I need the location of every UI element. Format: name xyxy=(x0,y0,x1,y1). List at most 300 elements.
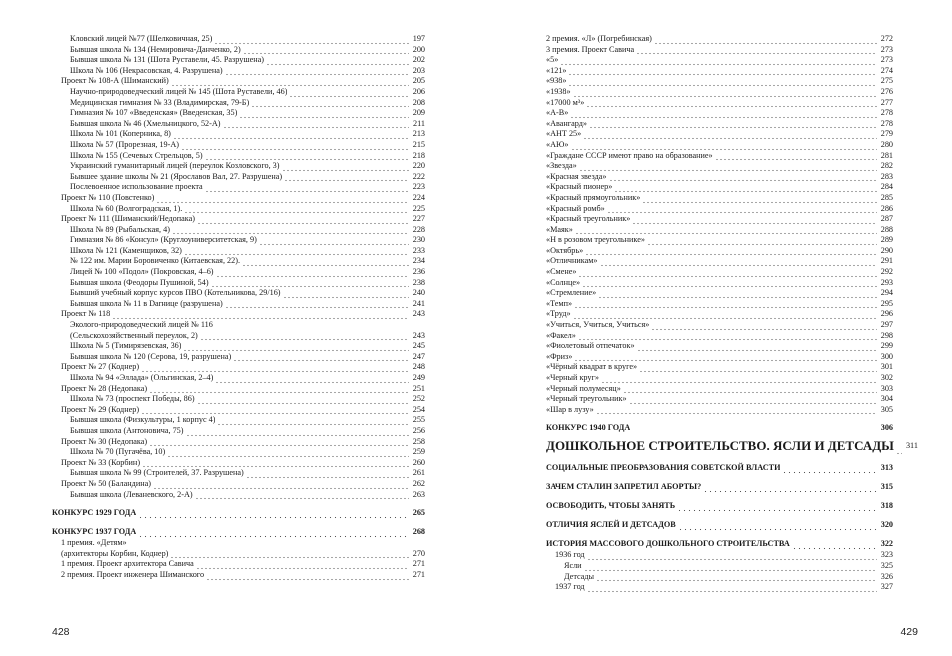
dot-leader xyxy=(573,312,877,320)
toc-entry-page: 213 xyxy=(412,129,425,139)
toc-entry xyxy=(52,479,425,490)
toc-entry-title: Школа № 101 (Коперника, 8) xyxy=(70,129,171,139)
toc-entry-page: 240 xyxy=(412,288,425,298)
toc-entry-title: Проект № 111 (Шиманский/Недопака) xyxy=(61,214,195,224)
toc-entry xyxy=(52,559,425,570)
dot-leader xyxy=(215,323,409,331)
dot-leader xyxy=(183,344,409,352)
toc-entry-title: «Звезда» xyxy=(546,161,577,171)
dot-leader xyxy=(138,511,409,519)
toc-entry-page: 228 xyxy=(412,224,425,234)
toc-entry-page: 234 xyxy=(412,256,425,266)
toc-entry xyxy=(52,256,425,267)
toc-entry-page: 325 xyxy=(880,560,893,570)
toc-entry-title: Проект № 29 (Коднер) xyxy=(61,404,140,414)
toc-entry-title: Проект № 110 (Повстенко) xyxy=(61,192,155,202)
toc-entry xyxy=(546,256,893,267)
dot-leader xyxy=(172,227,409,235)
toc-entry xyxy=(546,278,893,289)
toc-entry-page: 203 xyxy=(412,65,425,75)
dot-leader xyxy=(289,90,409,98)
toc-entry-page: 258 xyxy=(412,436,425,446)
toc-entry xyxy=(546,320,893,331)
toc-entry-page: 281 xyxy=(880,150,893,160)
dot-leader xyxy=(233,354,409,362)
toc-entry-page: 274 xyxy=(880,65,893,75)
toc-entry-title: Бывшая школа № 131 (Шота Руставели, 45. Разрушена) xyxy=(70,55,265,65)
toc-entry-page: 285 xyxy=(880,192,893,202)
toc-entry-page: 262 xyxy=(412,478,425,488)
dot-leader xyxy=(583,132,877,140)
toc-entry-title: «Черный круг» xyxy=(546,373,599,382)
dot-leader xyxy=(586,100,877,108)
toc-entry-title: Бывшая школа (Леваневского, 2-А) xyxy=(70,489,193,499)
page-number: 428 xyxy=(52,626,70,638)
toc-entry xyxy=(52,204,425,215)
toc-entry-title: «Черный полумесяц» xyxy=(546,383,621,393)
toc-entry-title: Школа № 121 (Каменщиков, 32) xyxy=(70,245,182,255)
toc-entry xyxy=(546,45,893,56)
toc-entry xyxy=(52,214,425,225)
table-of-contents-right xyxy=(546,34,918,593)
toc-entry-page: 302 xyxy=(880,373,893,382)
toc-entry-title: «Фиолетовый отпечаток» xyxy=(546,341,635,351)
toc-entry-title: «Черный треугольник» xyxy=(546,394,627,404)
toc-entry xyxy=(546,172,893,183)
toc-entry-title: Бывшая школа (Феодоры Пушиной, 54) xyxy=(70,277,209,287)
toc-entry xyxy=(52,172,425,183)
toc-entry-title: Послевоенное использование проекта xyxy=(70,182,203,192)
dot-leader xyxy=(651,323,877,331)
toc-entry xyxy=(52,458,425,469)
dot-leader xyxy=(225,68,409,76)
toc-entry xyxy=(52,246,425,257)
dot-leader xyxy=(205,185,409,193)
toc-entry xyxy=(546,267,893,278)
dot-leader xyxy=(181,143,409,151)
toc-section xyxy=(52,525,425,538)
toc-entry-page: 259 xyxy=(412,447,425,457)
dot-leader xyxy=(632,426,877,434)
right-page xyxy=(476,0,952,656)
toc-entry-title: Бывшая школа № 11 в Darнице (разрушена) xyxy=(70,298,223,308)
toc-entry-title: Бывшее здание школы № 21 (Ярославов Вал, 27. Разрушена) xyxy=(70,171,283,181)
toc-entry-title: 1937 год xyxy=(555,582,585,592)
toc-entry-title: «121» xyxy=(546,65,567,75)
dot-leader xyxy=(568,68,877,76)
toc-entry-title: ИСТОРИЯ МАССОВОГО ДОШКОЛЬНОГО СТРОИТЕЛЬСТВА xyxy=(546,539,790,549)
toc-entry-title: Школа № 5 (Тимирязевская, 36) xyxy=(70,341,182,351)
dot-leader xyxy=(715,153,877,161)
toc-entry xyxy=(52,394,425,405)
dot-leader xyxy=(575,227,877,235)
dot-leader xyxy=(243,47,409,55)
dot-leader xyxy=(571,143,877,151)
dot-leader xyxy=(141,365,409,373)
dot-leader xyxy=(167,450,409,458)
toc-entry-page: 247 xyxy=(412,351,425,361)
dot-leader xyxy=(574,354,877,362)
toc-section xyxy=(546,499,893,512)
dot-leader xyxy=(589,121,877,129)
toc-entry-page: 290 xyxy=(880,245,893,255)
toc-entry xyxy=(52,55,425,66)
toc-entry-title: № 122 им. Марии Боровиченко (Китаевская, 22). xyxy=(70,256,241,266)
toc-entry-title: КОНКУРС 1929 ГОДА xyxy=(52,508,137,518)
toc-entry-title: «А-В» xyxy=(546,108,569,118)
toc-entry-page: 256 xyxy=(412,425,425,435)
toc-entry xyxy=(52,490,425,501)
toc-entry-page: 218 xyxy=(412,150,425,160)
toc-entry-title: «Чёрный квадрат в круге» xyxy=(546,362,638,372)
toc-entry xyxy=(546,582,893,593)
dot-leader xyxy=(579,164,877,172)
toc-entry-title: «Учиться, Учиться, Учиться» xyxy=(546,320,650,330)
dot-leader xyxy=(171,79,409,87)
dot-leader xyxy=(896,447,902,455)
toc-entry-page: 323 xyxy=(880,550,893,560)
dot-leader xyxy=(251,100,409,108)
toc-entry-page: 230 xyxy=(412,235,425,245)
toc-entry xyxy=(546,140,893,151)
toc-entry xyxy=(52,193,425,204)
toc-entry-title: КОНКУРС 1940 ГОДА xyxy=(546,423,631,433)
dot-leader xyxy=(214,37,409,45)
toc-entry xyxy=(546,352,893,363)
toc-entry-title: Проект № 30 (Недопака) xyxy=(61,436,148,446)
toc-entry-page: 245 xyxy=(412,341,425,351)
toc-entry-page: 200 xyxy=(412,44,425,54)
toc-entry-title: Гимназия № 86 «Консул» (Круглоуниверситетская, 9) xyxy=(70,235,257,245)
toc-entry xyxy=(52,362,425,373)
toc-entry-title: Лицей № 100 «Подол» (Покровская, 4–6) xyxy=(70,267,214,277)
dot-leader xyxy=(574,301,877,309)
toc-entry-page: 260 xyxy=(412,457,425,467)
toc-entry xyxy=(52,129,425,140)
dot-leader xyxy=(623,386,877,394)
toc-entry xyxy=(52,182,425,193)
toc-entry-page: 293 xyxy=(880,277,893,287)
toc-entry-title: «Стремление» xyxy=(546,288,597,298)
toc-entry-page: 282 xyxy=(880,161,893,171)
dot-leader xyxy=(206,573,409,581)
toc-entry-title: Проект № 118 xyxy=(61,309,111,319)
toc-entry-page: 277 xyxy=(880,97,893,107)
toc-entry-page: 238 xyxy=(412,277,425,287)
toc-entry-page: 272 xyxy=(880,34,893,43)
dot-leader xyxy=(582,280,877,288)
toc-entry xyxy=(52,384,425,395)
toc-entry-page: 279 xyxy=(880,129,893,139)
toc-entry-page: 304 xyxy=(880,394,893,404)
dot-leader xyxy=(632,217,877,225)
dot-leader xyxy=(129,541,409,549)
toc-entry xyxy=(52,320,425,331)
toc-entry-title: Бывшая школа № 134 (Немировича-Данченко, 2) xyxy=(70,44,241,54)
toc-entry xyxy=(546,108,893,119)
dot-leader xyxy=(573,90,877,98)
dot-leader xyxy=(601,376,877,384)
toc-entry-title: Ясли xyxy=(564,560,582,570)
toc-entry xyxy=(52,225,425,236)
toc-entry-title: Школа № 60 (Волгоградская, 1). xyxy=(70,203,183,213)
toc-entry-title: ОСВОБОДИТЬ, ЧТОБЫ ЗАНЯТЬ xyxy=(546,501,676,511)
toc-entry-page: 292 xyxy=(880,267,893,277)
dot-leader xyxy=(568,79,877,87)
toc-entry-page: 299 xyxy=(880,341,893,351)
toc-entry-page: 205 xyxy=(412,76,425,86)
toc-entry xyxy=(546,405,893,416)
toc-entry-page: 223 xyxy=(412,182,425,192)
toc-entry xyxy=(52,415,425,426)
toc-entry-page: 284 xyxy=(880,182,893,192)
toc-entry xyxy=(546,34,893,45)
toc-entry-page: 287 xyxy=(880,214,893,224)
toc-entry xyxy=(52,45,425,56)
toc-entry xyxy=(546,76,893,87)
dot-leader xyxy=(587,553,877,561)
dot-leader xyxy=(578,270,877,278)
toc-entry xyxy=(52,549,425,560)
toc-entry xyxy=(52,426,425,437)
toc-entry-title: «Красная звезда» xyxy=(546,171,607,181)
toc-entry-page: 326 xyxy=(880,571,893,581)
toc-section xyxy=(546,518,893,531)
toc-entry-page: 291 xyxy=(880,256,893,266)
toc-entry xyxy=(52,161,425,172)
toc-entry-title: Детсады xyxy=(564,571,595,581)
toc-entry-title: «5» xyxy=(546,55,559,65)
toc-entry xyxy=(546,246,893,257)
toc-entry-title: 2 премия. Проект инженера Шиманского xyxy=(61,569,205,579)
dot-leader xyxy=(282,164,410,172)
toc-entry-title: «Красный прямоугольник» xyxy=(546,192,641,202)
toc-entry-page: 209 xyxy=(412,108,425,118)
dot-leader xyxy=(614,185,877,193)
dot-leader xyxy=(570,111,877,119)
toc-chapter-heading xyxy=(546,437,918,455)
toc-entry xyxy=(546,119,893,130)
dot-leader xyxy=(195,492,409,500)
toc-entry-page: 261 xyxy=(412,468,425,478)
toc-entry xyxy=(546,193,893,204)
toc-entry-title: Бывшая школа № 99 (Строителей, 37. Разрушена) xyxy=(70,468,244,478)
toc-entry xyxy=(546,299,893,310)
toc-entry xyxy=(52,140,425,151)
toc-entry xyxy=(546,362,893,373)
toc-entry-page: 294 xyxy=(880,288,893,298)
toc-entry-title: «938» xyxy=(546,76,567,86)
toc-entry xyxy=(52,98,425,109)
toc-entry xyxy=(52,437,425,448)
dot-leader xyxy=(239,111,409,119)
toc-entry-title: «АЮ» xyxy=(546,139,569,149)
dot-leader xyxy=(211,280,409,288)
toc-entry-title: Школа № 89 (Рыбальская, 4) xyxy=(70,224,170,234)
toc-entry-page: 252 xyxy=(412,394,425,404)
dot-leader xyxy=(642,196,877,204)
toc-entry-page: 268 xyxy=(412,527,425,537)
toc-entry-title: КОНКУРС 1937 ГОДА xyxy=(52,527,137,537)
dot-leader xyxy=(607,206,877,214)
dot-leader xyxy=(186,429,409,437)
toc-entry-title: «17000 м³» xyxy=(546,97,585,107)
toc-section xyxy=(546,461,893,474)
toc-entry-title: Гимназия № 107 «Введенская» (Введенская, 35) xyxy=(70,108,238,118)
dot-leader xyxy=(223,121,410,129)
dot-leader xyxy=(560,58,877,66)
dot-leader xyxy=(782,466,877,474)
toc-entry-page: 275 xyxy=(880,76,893,86)
dot-leader xyxy=(156,196,409,204)
dot-leader xyxy=(153,482,409,490)
dot-leader xyxy=(216,270,409,278)
dot-leader xyxy=(197,217,409,225)
toc-entry-page: 270 xyxy=(412,548,425,558)
toc-entry-page: 206 xyxy=(412,86,425,96)
dot-leader xyxy=(678,523,877,531)
toc-entry-page: 225 xyxy=(412,203,425,213)
dot-leader xyxy=(637,344,877,352)
dot-leader xyxy=(205,153,409,161)
toc-entry xyxy=(52,373,425,384)
dot-leader xyxy=(170,551,409,559)
dot-leader xyxy=(225,301,409,309)
toc-entry-title: ОТЛИЧИЯ ЯСЛЕЙ И ДЕТСАДОВ xyxy=(546,520,676,530)
toc-entry-title: Школа № 155 (Сечевых Стрельцов, 5) xyxy=(70,150,203,160)
toc-entry-title: «Красный ромб» xyxy=(546,203,605,213)
toc-entry-title: Бывшая школа (Физкультуры, 1 корпус 4) xyxy=(70,415,216,425)
toc-entry xyxy=(546,225,893,236)
toc-entry xyxy=(546,55,893,66)
dot-leader xyxy=(587,585,877,593)
toc-entry-page: 271 xyxy=(412,559,425,569)
toc-entry-page: 289 xyxy=(880,235,893,245)
toc-entry-title: Проект № 28 (Недопака) xyxy=(61,383,148,393)
toc-entry-page: 251 xyxy=(412,383,425,393)
dot-leader xyxy=(242,259,409,267)
toc-section xyxy=(546,480,893,493)
toc-entry xyxy=(52,405,425,416)
toc-entry-title: Проект № 50 (Баландина) xyxy=(61,478,151,488)
toc-entry-title: «Красный пионер» xyxy=(546,182,613,192)
dot-leader xyxy=(600,259,878,267)
toc-entry-title: Проект № 33 (Корбин) xyxy=(61,457,141,467)
dot-leader xyxy=(636,47,877,55)
dot-leader xyxy=(246,471,409,479)
toc-entry-page: 197 xyxy=(412,34,425,43)
toc-entry-title: «Отличникам» xyxy=(546,256,598,266)
toc-entry xyxy=(546,66,893,77)
toc-entry-title: «Авангард» xyxy=(546,118,588,128)
toc-entry-title: «Октябрь» xyxy=(546,245,584,255)
toc-entry-title: «Смене» xyxy=(546,267,577,277)
toc-entry-page: 243 xyxy=(412,309,425,319)
toc-entry-page: 301 xyxy=(880,362,893,372)
toc-entry-title: Проект № 27 (Коднер) xyxy=(61,362,140,372)
toc-entry xyxy=(546,161,893,172)
toc-entry xyxy=(52,87,425,98)
toc-entry-page: 327 xyxy=(880,582,893,592)
toc-entry-page: 273 xyxy=(880,44,893,54)
dot-leader xyxy=(639,365,877,373)
toc-entry xyxy=(52,151,425,162)
toc-entry xyxy=(546,87,893,98)
toc-entry-page: 224 xyxy=(412,192,425,202)
toc-entry xyxy=(546,341,893,352)
toc-entry-title: «Труд» xyxy=(546,309,571,319)
dot-leader xyxy=(596,407,877,415)
toc-section xyxy=(546,537,893,550)
toc-entry-page: 320 xyxy=(880,520,893,530)
toc-entry-title: Украинский гуманитарный лицей (переулок Козловского, 3) xyxy=(70,161,280,171)
dot-leader xyxy=(584,564,877,572)
toc-entry xyxy=(52,468,425,479)
toc-entry xyxy=(52,235,425,246)
toc-entry-title: 1 премия. Проект архитектора Савича xyxy=(61,559,194,569)
toc-entry xyxy=(52,299,425,310)
dot-leader xyxy=(283,291,409,299)
toc-entry xyxy=(546,204,893,215)
dot-leader xyxy=(184,206,409,214)
toc-entry-title: (архитекторы Корбин, Коднер) xyxy=(61,548,169,558)
toc-section xyxy=(52,506,425,519)
toc-entry-title: 1 премия. «Детям» xyxy=(61,538,127,548)
toc-entry xyxy=(52,538,425,549)
toc-entry-title: «Солнце» xyxy=(546,277,581,287)
toc-section xyxy=(546,421,893,434)
toc-entry-title: Медицинская гимназия № 33 (Владимирская, 79-Б) xyxy=(70,97,250,107)
toc-entry-page: 297 xyxy=(880,320,893,330)
toc-entry-page: 211 xyxy=(413,118,425,128)
toc-entry-page: 303 xyxy=(880,383,893,393)
toc-entry-title: СОЦИАЛЬНЫЕ ПРЕОБРАЗОВАНИЯ СОВЕТСКОЙ ВЛАСТИ xyxy=(546,463,781,473)
toc-entry-page: 300 xyxy=(880,351,893,361)
toc-entry xyxy=(546,235,893,246)
toc-entry-title: «АНТ 25» xyxy=(546,129,582,139)
toc-entry-page: 241 xyxy=(412,298,425,308)
dot-leader xyxy=(173,132,409,140)
toc-entry-page: 202 xyxy=(412,55,425,65)
dot-leader xyxy=(596,574,877,582)
toc-entry xyxy=(52,66,425,77)
toc-entry-page: 283 xyxy=(880,171,893,181)
toc-entry-page: 227 xyxy=(412,214,425,224)
page-number: 429 xyxy=(900,626,918,638)
dot-leader xyxy=(141,407,409,415)
toc-entry-title: 3 премия. Проект Савича xyxy=(546,44,635,54)
toc-entry-title: ДОШКОЛЬНОЕ СТРОИТЕЛЬСТВО. ЯСЛИ И ДЕТСАДЫ xyxy=(546,438,894,454)
toc-entry xyxy=(546,288,893,299)
toc-entry xyxy=(52,76,425,87)
toc-entry-page: 305 xyxy=(880,404,893,414)
toc-entry-title: «1938» xyxy=(546,86,571,96)
toc-entry-title: (Сельскохозяйственный переулок, 2) xyxy=(70,330,198,340)
toc-entry-title: Бывшая школа № 46 (Хмельницкого, 52-А) xyxy=(70,118,221,128)
toc-entry-title: Школа № 70 (Пугачёва, 10) xyxy=(70,447,166,457)
dot-leader xyxy=(792,542,877,550)
toc-entry-title: «Темп» xyxy=(546,298,573,308)
toc-entry-title: Кловский лицей №77 (Шелковичная, 25) xyxy=(70,34,213,43)
toc-entry-page: 288 xyxy=(880,224,893,234)
toc-entry-title: Научно-природоведческий лицей № 145 (Шота Руставели, 46) xyxy=(70,86,288,96)
dot-leader xyxy=(703,485,877,493)
dot-leader xyxy=(266,58,409,66)
toc-entry-title: «Граждане СССР имеют право на образование» xyxy=(546,150,713,160)
toc-entry xyxy=(52,34,425,45)
toc-entry-page: 215 xyxy=(412,139,425,149)
toc-entry-title: Бывшая школа № 120 (Серова, 19, разрушена) xyxy=(70,351,232,361)
